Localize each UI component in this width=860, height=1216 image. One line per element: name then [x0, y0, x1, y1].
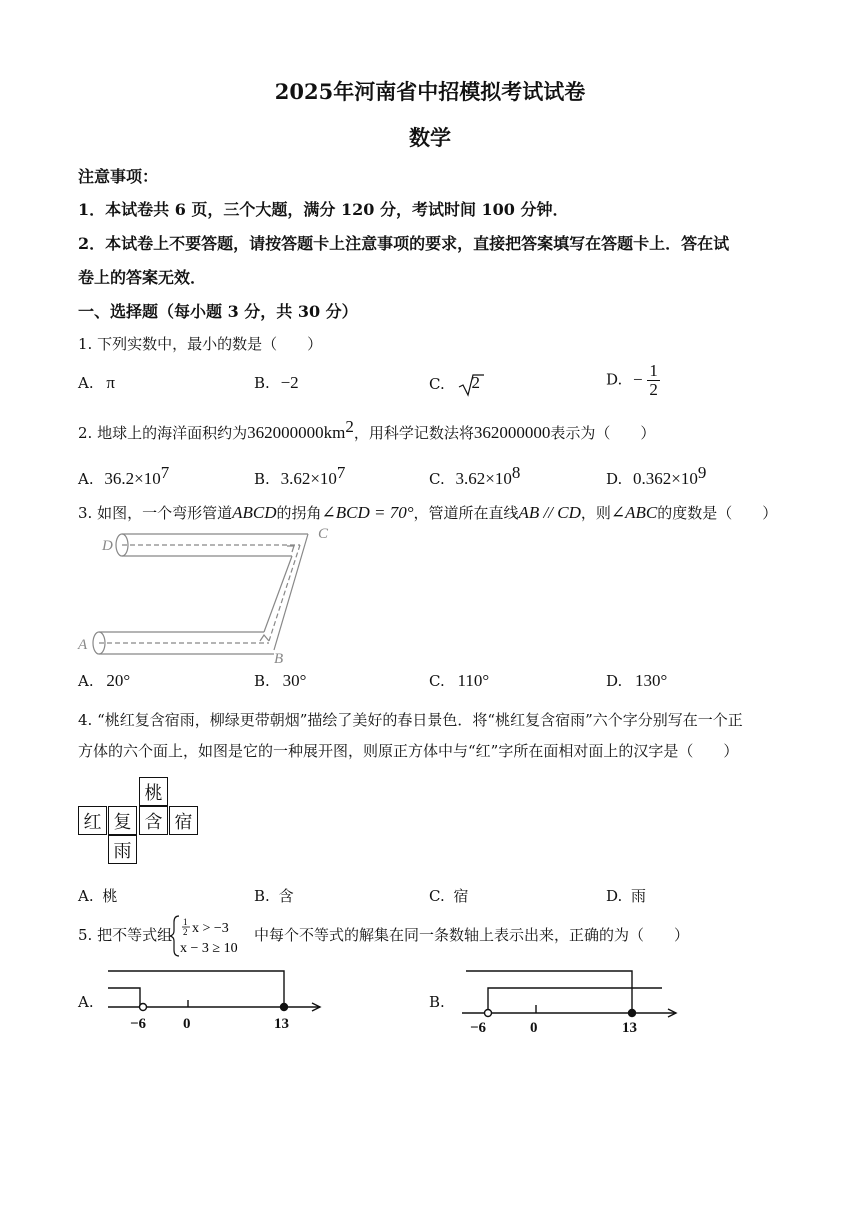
option-exponent: 8 — [511, 463, 521, 482]
tick-label-zero: 0 — [530, 1020, 538, 1034]
ineq1-den: 2 — [183, 927, 188, 937]
option-label: C. — [429, 375, 445, 393]
option-label: A. — [78, 672, 94, 690]
option-label: A. — [78, 470, 94, 488]
option-exponent: 9 — [697, 463, 707, 482]
q3-stem-part-3: ，管道所在直线 — [413, 504, 519, 522]
q1-option-d — [606, 362, 660, 399]
option-label: A. — [78, 887, 94, 905]
q3-option-d — [606, 671, 667, 691]
q2-stem-part-3: 表示为（ ） — [550, 424, 656, 442]
net-cell-top: 桃 — [139, 777, 168, 806]
closed-point-13 — [629, 1010, 636, 1017]
left-brace — [170, 916, 179, 956]
net-cell-4: 宿 — [169, 806, 198, 835]
option-label: D. — [606, 672, 623, 690]
q2-number: 362000000 — [473, 423, 551, 442]
option-value: 110° — [457, 671, 490, 690]
solution-ray-left — [108, 988, 140, 1007]
option-label: C. — [429, 672, 445, 690]
ineq1: x > −3 — [192, 921, 229, 936]
q3-option-c — [429, 671, 489, 691]
solution-ray-right — [488, 988, 662, 1013]
label-a: A — [78, 637, 88, 653]
q4-stem-line-2: 方体的六个面上，如图是它的一种展开图，则原正方体中与“红”字所在面相对面上的汉字是（ ） — [78, 742, 739, 760]
q3-stem-part-5: 的度数是（ ） — [657, 504, 778, 522]
net-cell-2: 复 — [108, 806, 137, 835]
q2-option-b — [254, 463, 345, 489]
q4-option-c — [429, 885, 469, 906]
tick-label-neg6: −6 — [470, 1020, 487, 1034]
q3-stem-part-1: 3. 如图，一个弯形管道 — [78, 504, 233, 522]
q4-stem-line-1: 4. “桃红复含宿雨，柳绿更带朝烟”描绘了美好的春日景色．将“桃红复含宿雨”六个字分别写在一个正 — [78, 711, 743, 729]
option-label: B. — [254, 887, 270, 905]
option-mantissa: 3.62×10 — [455, 469, 512, 488]
label-c: C — [318, 526, 329, 542]
notice-heading: 注意事项： — [78, 167, 159, 186]
ocean-area: 362000000km — [247, 423, 346, 442]
q4-option-b — [254, 885, 294, 906]
option-label: D. — [606, 887, 623, 905]
q2-stem-part-2: ，用科学记数法将 — [353, 424, 474, 442]
q2-stem-part-1: 2. 地球上的海洋面积约为 — [78, 424, 248, 442]
fraction — [647, 362, 660, 399]
option-mantissa: 0.362×10 — [633, 469, 698, 488]
numerator: 1 — [649, 361, 658, 380]
exam-title: 2025年河南省中招模拟考试试卷 — [274, 79, 586, 104]
option-label: C. — [429, 470, 445, 488]
option-value: 桃 — [102, 887, 118, 905]
option-exponent: 7 — [336, 463, 346, 482]
option-value: 30° — [282, 671, 307, 690]
q2-option-a — [78, 463, 169, 489]
notice-item-1: 1．本试卷共 6 页，三个大题，满分 120 分，考试时间 100 分钟． — [78, 200, 569, 219]
q1-option-b — [254, 373, 299, 393]
q1-option-a — [78, 373, 115, 393]
net-cell-bottom: 雨 — [108, 835, 137, 864]
option-value: −2 — [280, 373, 299, 392]
tick-label-zero: 0 — [183, 1016, 191, 1032]
option-label: B. — [254, 374, 270, 392]
q5-option-a-number-line — [104, 962, 328, 1034]
notice-item-2-line-1: 2．本试卷上不要答题，请按答题卡上注意事项的要求，直接把答案填写在答题卡上．答在试 — [78, 234, 730, 253]
open-point-neg6 — [485, 1010, 492, 1017]
q3-stem — [78, 502, 777, 523]
option-exponent: 7 — [160, 463, 170, 482]
q3-stem-part-2: 的拐角 — [276, 504, 322, 522]
option-value: 20° — [106, 671, 131, 690]
area-exponent: 2 — [345, 417, 354, 436]
q3-stem-part-4: ，则 — [580, 504, 611, 522]
tick-label-13: 13 — [274, 1016, 289, 1032]
ineq2: x − 3 ≥ 10 — [180, 941, 238, 956]
denominator: 2 — [649, 380, 658, 399]
q2-stem — [78, 417, 655, 443]
angle-mark-b — [260, 635, 269, 641]
parallel-lines: AB // CD — [518, 503, 581, 522]
option-label: D. — [606, 370, 623, 389]
q2-option-c — [429, 463, 520, 489]
pipe-centerline — [269, 545, 300, 641]
inequality-system — [170, 914, 254, 958]
section-1-heading: 一、选择题（每小题 3 分，共 30 分） — [78, 302, 358, 321]
q5-stem-part-2: 中每个不等式的解集在同一条数轴上表示出来，正确的为（ ） — [254, 926, 690, 944]
q4-option-a — [78, 885, 117, 906]
subject-title: 数学 — [409, 125, 451, 150]
q3-option-a — [78, 671, 130, 691]
option-label: B. — [254, 470, 270, 488]
option-value: 宿 — [453, 887, 469, 905]
q5-option-a-label: A. — [78, 993, 94, 1011]
option-mantissa: 36.2×10 — [104, 469, 161, 488]
solution-ray-right — [108, 971, 284, 1007]
angle-abc: ∠ABC — [610, 503, 658, 522]
option-label: B. — [254, 672, 270, 690]
q5-option-b-number-line — [458, 962, 682, 1034]
q1-option-c — [429, 373, 484, 397]
q1-stem: 1. 下列实数中，最小的数是（ ） — [78, 335, 323, 353]
option-mantissa: 3.62×10 — [280, 469, 337, 488]
tick-label-13: 13 — [622, 1020, 637, 1034]
q2-option-d — [606, 463, 706, 489]
notice-item-2-line-2: 卷上的答案无效． — [78, 268, 207, 287]
label-d: D — [102, 538, 113, 554]
option-label: D. — [606, 470, 623, 488]
q5-option-b-label: B. — [429, 993, 445, 1011]
angle-mark-c — [287, 546, 294, 552]
net-cell-1: 红 — [78, 806, 107, 835]
minus-sign: − — [633, 369, 643, 389]
radicand: 2 — [471, 373, 480, 392]
angle-bcd: ∠BCD = 70° — [321, 503, 414, 522]
option-value: 雨 — [631, 887, 647, 905]
ineq1-num: 1 — [183, 917, 188, 927]
pipe-figure — [74, 524, 344, 666]
option-label: C. — [429, 887, 445, 905]
net-cell-3: 含 — [139, 806, 168, 835]
option-value: 130° — [635, 671, 668, 690]
q3-option-b — [254, 671, 306, 691]
pipe-name: ABCD — [232, 503, 277, 522]
closed-point-13 — [281, 1004, 288, 1011]
option-value: 含 — [278, 887, 294, 905]
open-point-neg6 — [140, 1004, 147, 1011]
sqrt-symbol — [458, 373, 484, 397]
tick-label-neg6: −6 — [130, 1016, 147, 1032]
pipe-edge — [264, 556, 292, 632]
option-label: A. — [78, 374, 94, 392]
label-b: B — [274, 651, 284, 666]
q5-stem-part-1: 5. 把不等式组 — [78, 926, 173, 944]
q4-option-d — [606, 885, 646, 906]
option-value: π — [106, 373, 115, 392]
solution-ray-left — [466, 971, 632, 1013]
